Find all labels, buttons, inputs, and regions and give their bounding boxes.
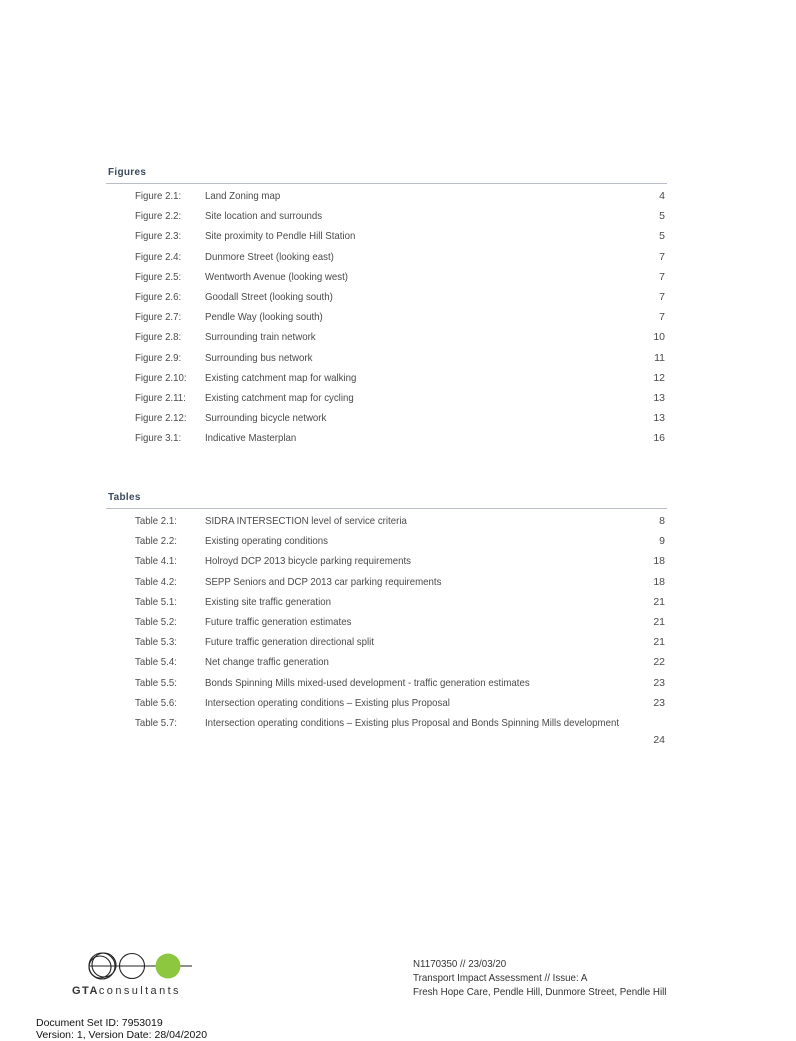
table-entry[interactable] bbox=[0, 696, 796, 716]
table-entry[interactable] bbox=[0, 514, 796, 534]
figure-caption: Wentworth Avenue (looking west) bbox=[205, 270, 349, 283]
tables-heading: Tables bbox=[108, 492, 141, 503]
table-number: Table 2.2: bbox=[135, 535, 177, 548]
table-entry[interactable] bbox=[0, 595, 796, 615]
figure-number: Figure 2.7: bbox=[135, 311, 182, 324]
figure-caption: Goodall Street (looking south) bbox=[205, 290, 333, 303]
table-caption: SEPP Seniors and DCP 2013 car parking requirements bbox=[205, 575, 442, 588]
table-caption: Future traffic generation directional split bbox=[205, 636, 374, 649]
figure-page: 16 bbox=[653, 432, 665, 445]
figures-list bbox=[0, 189, 796, 451]
figure-caption: Dunmore Street (looking east) bbox=[205, 250, 334, 263]
figure-page: 5 bbox=[659, 230, 665, 243]
figure-page: 13 bbox=[653, 412, 665, 425]
table-page: 21 bbox=[653, 595, 665, 608]
logo-wordmark bbox=[72, 985, 181, 997]
document-meta bbox=[36, 1017, 207, 1041]
figure-number: Figure 2.4: bbox=[135, 250, 182, 263]
table-number: Table 5.4: bbox=[135, 656, 177, 669]
table-page: 9 bbox=[659, 535, 665, 548]
figure-number: Figure 2.5: bbox=[135, 270, 182, 283]
table-number: Table 4.1: bbox=[135, 555, 177, 568]
footer-project: Fresh Hope Care, Pendle Hill, Dunmore Street, Pendle Hill bbox=[413, 986, 667, 998]
figure-caption: Surrounding bus network bbox=[205, 351, 313, 364]
table-page: 21 bbox=[653, 615, 665, 628]
table-page: 24 bbox=[653, 733, 665, 746]
figure-caption: Land Zoning map bbox=[205, 190, 281, 202]
table-number: Table 5.2: bbox=[135, 615, 177, 628]
table-caption: Future traffic generation estimates bbox=[205, 615, 352, 628]
table-entry[interactable] bbox=[0, 554, 796, 574]
figure-entry[interactable] bbox=[0, 290, 796, 310]
table-caption: SIDRA INTERSECTION level of service criteria bbox=[205, 515, 407, 527]
figure-page: 5 bbox=[659, 210, 665, 223]
figure-entry[interactable] bbox=[0, 431, 796, 451]
figure-number: Figure 2.10: bbox=[135, 371, 187, 384]
table-number: Table 5.6: bbox=[135, 696, 177, 709]
figure-page: 7 bbox=[659, 250, 665, 263]
figure-page: 12 bbox=[653, 371, 665, 384]
footer-info bbox=[413, 957, 686, 999]
table-entry[interactable] bbox=[0, 635, 796, 655]
figures-heading: Figures bbox=[108, 167, 147, 178]
figure-entry[interactable] bbox=[0, 270, 796, 290]
table-entry[interactable] bbox=[0, 655, 796, 675]
figure-entry[interactable] bbox=[0, 330, 796, 350]
table-caption: Holroyd DCP 2013 bicycle parking requirements bbox=[205, 555, 412, 568]
figure-entry[interactable] bbox=[0, 371, 796, 391]
table-entry[interactable] bbox=[0, 534, 796, 554]
figure-caption: Existing catchment map for walking bbox=[205, 371, 357, 384]
version-line: Version: 1, Version Date: 28/04/2020 bbox=[36, 1029, 208, 1041]
table-number: Table 5.3: bbox=[135, 636, 177, 649]
figure-page: 4 bbox=[659, 190, 665, 202]
figure-entry[interactable] bbox=[0, 229, 796, 249]
figure-page: 13 bbox=[653, 391, 665, 404]
figure-number: Figure 3.1: bbox=[135, 432, 182, 445]
footer-ref: N1170350 // 23/03/20 bbox=[413, 958, 507, 970]
table-page: 23 bbox=[653, 676, 665, 689]
figure-caption: Pendle Way (looking south) bbox=[205, 311, 323, 324]
table-number: Table 5.1: bbox=[135, 595, 177, 608]
figure-page: 7 bbox=[659, 311, 665, 324]
figure-number: Figure 2.12: bbox=[135, 412, 187, 425]
figure-page: 11 bbox=[654, 351, 665, 364]
table-entry[interactable] bbox=[0, 676, 796, 696]
footer-report: Transport Impact Assessment // Issue: A bbox=[413, 972, 588, 984]
figure-caption: Existing catchment map for cycling bbox=[205, 391, 354, 404]
figure-number: Figure 2.9: bbox=[135, 351, 182, 364]
table-caption: Existing operating conditions bbox=[205, 535, 328, 548]
figure-page: 10 bbox=[653, 331, 665, 344]
table-caption: Net change traffic generation bbox=[205, 656, 329, 669]
table-number: Table 2.1: bbox=[135, 515, 177, 527]
figure-caption: Surrounding bicycle network bbox=[205, 412, 327, 425]
table-caption: Bonds Spinning Mills mixed-used development - traffic generation estimates bbox=[205, 676, 530, 689]
table-page: 23 bbox=[653, 696, 665, 709]
table-page: 21 bbox=[653, 636, 665, 649]
figures-divider bbox=[106, 183, 667, 184]
figure-page: 7 bbox=[659, 270, 665, 283]
figure-number: Figure 2.6: bbox=[135, 290, 182, 303]
figure-number: Figure 2.8: bbox=[135, 331, 182, 344]
figure-number: Figure 2.3: bbox=[135, 230, 182, 243]
doc-set-id: Document Set ID: 7953019 bbox=[36, 1017, 163, 1029]
figure-entry[interactable] bbox=[0, 310, 796, 330]
figure-caption: Site proximity to Pendle Hill Station bbox=[205, 230, 356, 243]
figure-page: 7 bbox=[659, 290, 665, 303]
table-page: 18 bbox=[653, 575, 665, 588]
table-caption: Intersection operating conditions – Existing plus Proposal and Bonds Spinning Mills development bbox=[205, 716, 620, 729]
figure-number: Figure 2.11: bbox=[135, 391, 186, 404]
figure-entry[interactable] bbox=[0, 189, 796, 209]
figure-caption: Site location and surrounds bbox=[205, 210, 323, 223]
table-entry[interactable] bbox=[0, 615, 796, 635]
table-page: 18 bbox=[653, 555, 665, 568]
tables-list bbox=[0, 514, 796, 754]
figure-entry[interactable] bbox=[0, 250, 796, 270]
figure-entry[interactable] bbox=[0, 391, 796, 411]
figure-entry[interactable] bbox=[0, 351, 796, 371]
figure-number: Figure 2.2: bbox=[135, 210, 182, 223]
table-caption: Existing site traffic generation bbox=[205, 595, 332, 608]
table-caption: Intersection operating conditions – Existing plus Proposal bbox=[205, 696, 450, 709]
figure-entry[interactable] bbox=[0, 411, 796, 431]
table-page: 22 bbox=[653, 656, 665, 669]
figure-caption: Surrounding train network bbox=[205, 331, 316, 344]
tables-divider bbox=[106, 508, 667, 509]
figure-caption: Indicative Masterplan bbox=[205, 432, 297, 445]
logo-wordmark-rest: consultants bbox=[98, 985, 181, 997]
table-page: 8 bbox=[659, 515, 665, 527]
table-number: Table 5.7: bbox=[135, 716, 177, 729]
logo-wordmark-bold: GTA bbox=[72, 985, 99, 997]
table-entry[interactable] bbox=[0, 575, 796, 595]
table-number: Table 5.5: bbox=[135, 676, 177, 689]
table-number: Table 4.2: bbox=[135, 575, 177, 588]
table-entry[interactable] bbox=[0, 716, 796, 754]
figure-number: Figure 2.1: bbox=[135, 190, 182, 202]
figure-entry[interactable] bbox=[0, 209, 796, 229]
